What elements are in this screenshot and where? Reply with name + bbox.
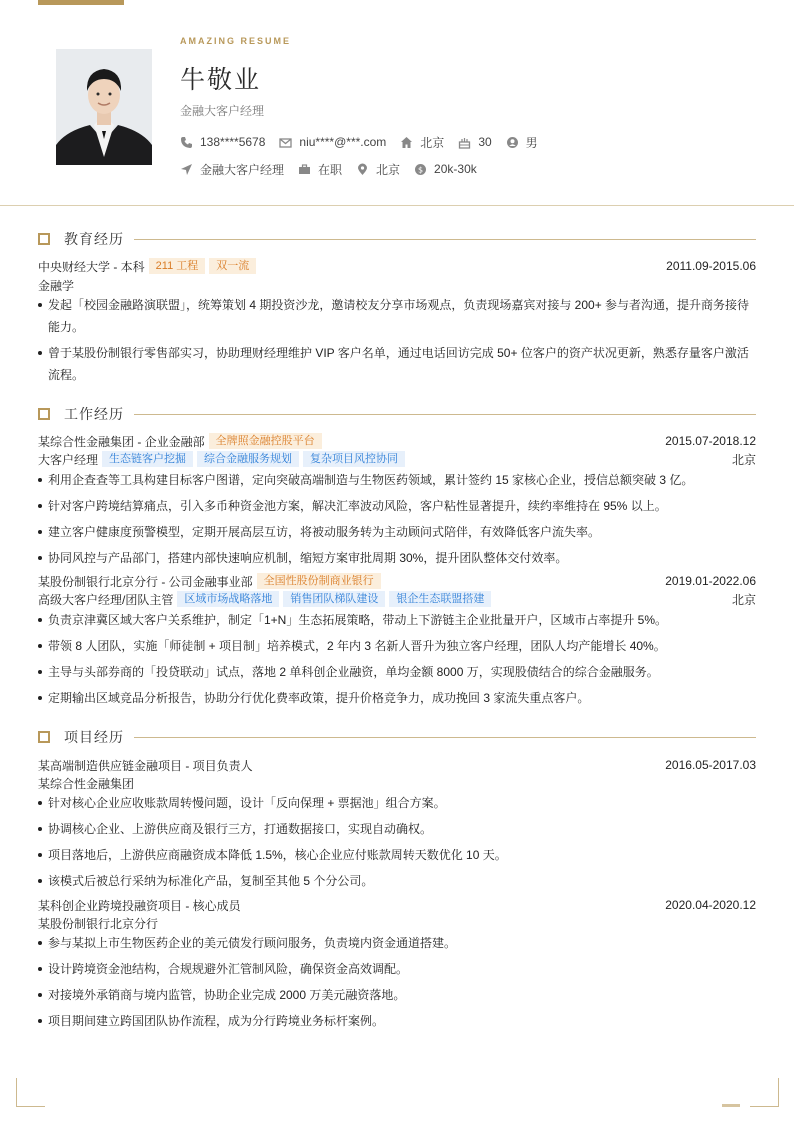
education-section-header [38,230,756,248]
cake-icon [458,136,471,149]
company-tag: 全牌照金融控股平台 [209,433,322,449]
status-info [298,161,342,178]
project-header [38,757,756,773]
job-bullet: 带领 8 人团队，实施「师徒制 + 项目制」培养模式，2 年内 3 名新人晋升为独立客户经理，团队人均产能增长 40%。 [38,635,756,657]
project-bullet: 项目期间建立跨国团队协作流程，成为分行跨境业务标杆案例。 [38,1010,756,1032]
city-text: 北京 [420,135,445,150]
salary-icon [414,163,427,176]
project-date: 2020.04-2020.12 [665,898,756,912]
phone-info [180,135,265,149]
role-tag: 区域市场战略落地 [177,591,279,607]
email-text: niu****@***.com [299,135,387,149]
project-name: 某高端制造供应链金融项目 - 项目负责人 [38,758,253,773]
company-name: 某股份制银行北京分行 - 公司金融事业部 [38,574,253,589]
project-bullet: 设计跨境资金池结构，合规规避外汇管制风险，确保资金高效调配。 [38,958,756,980]
job-date: 2019.01-2022.06 [665,574,756,588]
location-text: 北京 [376,162,401,177]
phone-icon [180,136,193,149]
section-divider [134,414,756,415]
section-square-icon [38,731,50,743]
role-tag: 银企生态联盟搭建 [389,591,491,607]
job-role-row [38,451,756,467]
company-name: 某综合性金融集团 - 企业金融部 [38,434,205,449]
project-org: 某综合性金融集团 [38,776,135,791]
location-pin-icon [356,163,369,176]
candidate-name: 牛敬业 [180,66,262,94]
status-text: 在职 [318,162,343,177]
salary-text: 20k-30k [434,162,477,176]
school-tag: 211 工程 [149,258,206,274]
job-city: 北京 [731,592,756,607]
email-info [279,135,386,149]
role-tag: 生态链客户挖掘 [102,451,193,467]
age-info [458,135,491,149]
education-bullet: 发起「校园金融路演联盟」，统筹策划 4 期投资沙龙，邀请校友分享市场观点，负责现场嘉宾对接与 200+ 参与者沟通，提升商务接待能力。 [38,294,756,338]
job-header [38,433,756,449]
school-name: 中央财经大学 - 本科 [38,259,145,274]
work-section-header [38,405,756,423]
company-tag: 全国性股份制商业银行 [257,573,381,589]
project-bullet: 该模式后被总行采纳为标准化产品，复制至其他 5 个分公司。 [38,870,756,892]
gender-icon [506,136,519,149]
phone-text: 138****5678 [200,135,266,149]
project-heading: 项目经历 [64,729,124,745]
gender-text: 男 [525,135,538,150]
city-info [400,134,444,151]
mail-icon [279,136,292,149]
education-heading: 教育经历 [64,231,124,247]
project-org-row [38,915,756,931]
work-heading: 工作经历 [64,406,124,422]
education-entry-header [38,258,756,274]
section-square-icon [38,233,50,245]
job-bullet: 利用企查查等工具构建目标客户图谱，定向突破高端制造与生物医药领域，累计签约 15 家核心企业，授信总额突破 3 亿。 [38,469,756,491]
job-intent-row [180,161,491,177]
profile-photo [56,49,152,165]
role-tag: 销售团队梯队建设 [283,591,385,607]
bottom-accent-bar [722,1104,740,1107]
project-section-header [38,728,756,746]
school-tag: 双一流 [209,258,256,274]
job-bullet: 协同风控与产品部门，搭建内部快速响应机制，缩短方案审批周期 30%，提升团队整体交付效率。 [38,547,756,569]
education-bullet: 曾于某股份制银行零售部实习，协助理财经理维护 VIP 客户名单，通过电话回访完成 50+ 位客户的资产状况更新，熟悉存量客户激活流程。 [38,342,756,386]
role-tag: 复杂项目风控协同 [303,451,405,467]
intent-info [180,161,284,178]
job-role-row [38,591,756,607]
job-bullet: 定期输出区域竞品分析报告，协助分行优化费率政策，提升价格竞争力，成功挽回 3 家流失重点客户。 [38,687,756,709]
resume-header [0,0,794,206]
project-date: 2016.05-2017.03 [665,758,756,772]
role-tag: 综合金融服务规划 [197,451,299,467]
age-text: 30 [478,135,492,149]
section-divider [134,239,756,240]
contact-row [180,134,552,150]
education-major-row [38,277,756,293]
corner-decoration [750,1078,779,1107]
job-bullet: 针对客户跨境结算痛点，引入多币种资金池方案，解决汇率波动风险，客户粘性显著提升，续约率维持在 95% 以上。 [38,495,756,517]
project-org: 某股份制银行北京分行 [38,916,159,931]
project-bullet: 对接境外承销商与境内监管，协助企业完成 2000 万美元融资落地。 [38,984,756,1006]
project-bullet: 协调核心企业、上游供应商及银行三方，打通数据接口，实现自动确权。 [38,818,756,840]
project-org-row [38,775,756,791]
briefcase-icon [298,163,311,176]
home-icon [400,136,413,149]
project-bullet: 参与某拟上市生物医药企业的美元债发行顾问服务，负责境内资金通道搭建。 [38,932,756,954]
job-role: 高级大客户经理/团队主管 [38,592,174,607]
job-role: 大客户经理 [38,452,99,467]
intent-text: 金融大客户经理 [200,162,285,177]
brand-label: AMAZING RESUME [180,36,291,46]
job-bullet: 主导与头部券商的「投贷联动」试点，落地 2 单科创企业融资，单均金额 8000 万，实现股债结合的综合金融服务。 [38,661,756,683]
education-date: 2011.09-2015.06 [666,259,756,273]
project-bullet: 项目落地后，上游供应商融资成本降低 1.5%，核心企业应付账款周转天数优化 10 天。 [38,844,756,866]
location-info [356,161,400,178]
project-bullet: 针对核心企业应收账款周转慢问题，设计「反向保理 + 票据池」组合方案。 [38,792,756,814]
send-icon [180,163,193,176]
section-divider [134,737,756,738]
job-date: 2015.07-2018.12 [665,434,756,448]
project-name: 某科创企业跨境投融资项目 - 核心成员 [38,898,241,913]
job-bullet: 负责京津冀区域大客户关系维护，制定「1+N」生态拓展策略，带动上下游链主企业批量开户，区域市占率提升 5%。 [38,609,756,631]
gender-info [506,134,538,151]
corner-decoration [16,1078,45,1107]
salary-info [414,162,477,176]
candidate-title: 金融大客户经理 [180,104,265,118]
major-name: 金融学 [38,278,75,293]
section-square-icon [38,408,50,420]
job-city: 北京 [731,452,756,467]
job-bullet: 建立客户健康度预警模型，定期开展高层互访，将被动服务转为主动顾问式陪伴，有效降低客户流失率。 [38,521,756,543]
job-header [38,573,756,589]
svg-text:$: $ [418,165,424,174]
project-header [38,897,756,913]
